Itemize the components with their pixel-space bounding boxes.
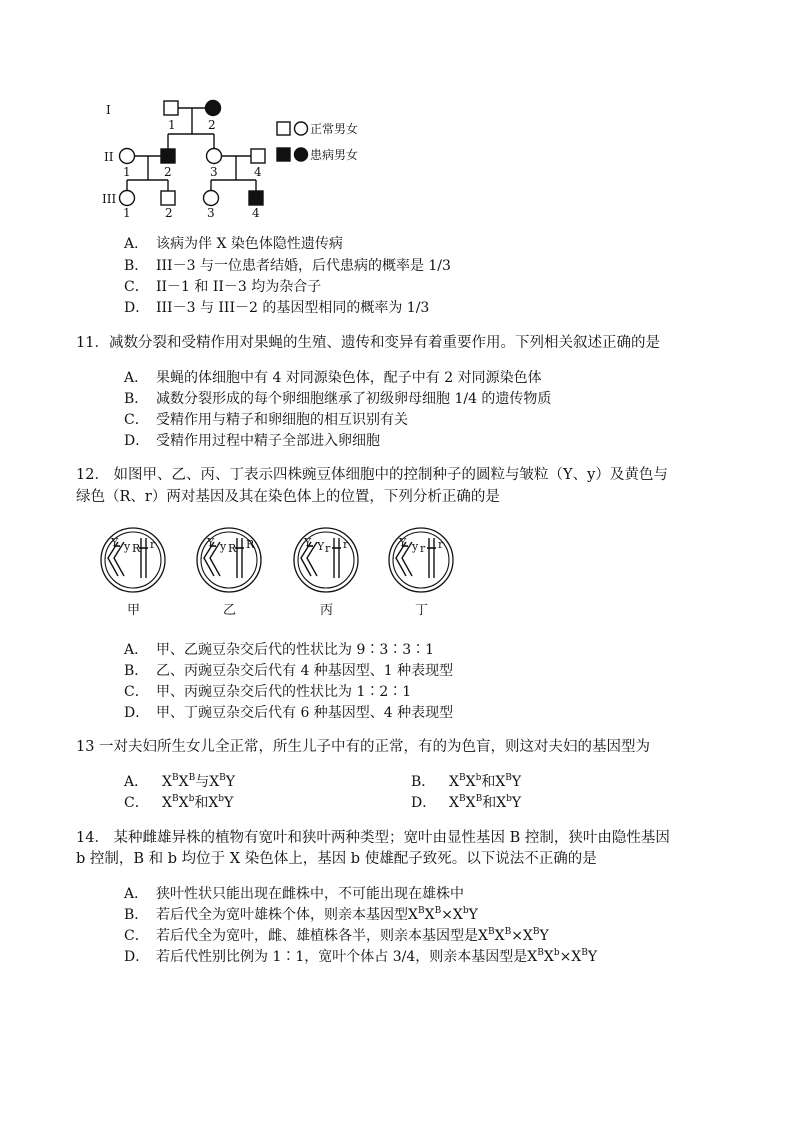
svg-text:1: 1 (168, 118, 176, 132)
cell-3 (294, 528, 358, 618)
q13-option-c[interactable]: C． $X^BX^b$和$X^bY$ (124, 794, 234, 811)
q13-stem: 13 一对夫妇所生女儿全正常，所生儿子中有的正常，有的为色盲，则这对夫妇的基因型为 (76, 739, 651, 755)
gene-label: R (228, 542, 237, 555)
q12-stem-line2: 绿色（R、r）两对基因及其在染色体上的位置，下列分析正确的是 (76, 489, 500, 505)
gene-label: y (220, 540, 227, 553)
q12-option-d[interactable]: D． 甲、丁豌豆杂交后代有 6 种基因型、4 种表现型 (124, 705, 454, 721)
q13-option-a[interactable]: A． $X^BX^B$与$X^BY$ (124, 773, 236, 790)
svg-text:4: 4 (252, 206, 260, 220)
cell-name: 甲 (127, 603, 141, 618)
q14-option-b[interactable]: B． 若后代全为宽叶雄株个体，则亲本基因型$X^BX^B\times X^bY$ (124, 906, 478, 923)
gene-label: r (343, 538, 349, 551)
cell-1 (101, 528, 165, 618)
gen3-2-male (161, 191, 175, 205)
gen2-3-female (207, 149, 222, 164)
q10-option-d[interactable]: D． III－3 与 III－2 的基因型相同的概率为 1/3 (124, 300, 430, 316)
q12-option-a[interactable]: A． 甲、乙豌豆杂交后代的性状比为 9∶3∶3∶1 (124, 642, 435, 658)
legend-normal: 正常男女 (310, 122, 359, 136)
gene-label: Y (207, 536, 215, 549)
gene-label: Y (304, 536, 312, 549)
legend-affected: 患病男女 (310, 148, 359, 162)
q11-stem: 11．减数分裂和受精作用对果蝇的生殖、遗传和变异有着重要作用。下列相关叙述正确的是 (76, 335, 660, 351)
gene-label: Y (399, 536, 407, 549)
cell-name: 乙 (223, 603, 237, 618)
q11-option-b[interactable]: B． 减数分裂形成的每个卵细胞继承了初级卵母细胞 1/4 的遗传物质 (124, 391, 552, 407)
svg-text:3: 3 (207, 206, 215, 220)
q13-option-b[interactable]: B． $X^BX^b$和$X^BY$ (411, 773, 522, 790)
svg-text:1: 1 (123, 206, 131, 220)
gene-label: r (420, 542, 426, 555)
gene-label: y (124, 540, 131, 553)
cell-4 (389, 528, 453, 618)
gene-label: r (325, 542, 331, 555)
svg-text:3: 3 (210, 165, 218, 179)
gen2-4-male (251, 149, 265, 163)
gen2-1-female (120, 149, 135, 164)
svg-text:4: 4 (254, 165, 262, 179)
cell-2 (197, 528, 261, 618)
gen2-2-male-affected (161, 149, 175, 163)
q12-cells-figure (96, 526, 496, 626)
gen1-female-affected (206, 101, 221, 116)
svg-text:1: 1 (123, 165, 131, 179)
svg-text:2: 2 (164, 165, 172, 179)
q12-option-b[interactable]: B． 乙、丙豌豆杂交后代有 4 种基因型、1 种表现型 (124, 663, 454, 679)
gen-label-1: I (106, 103, 111, 117)
pedigree-chart (96, 96, 386, 226)
q14-stem-line2: b 控制，B 和 b 均位于 X 染色体上，基因 b 使雄配子致死。以下说法不正确的是 (76, 851, 597, 867)
svg-text:2: 2 (208, 118, 216, 132)
gene-label: R (246, 538, 255, 551)
q11-option-a[interactable]: A． 果蝇的体细胞中有 4 对同源染色体，配子中有 2 对同源染色体 (124, 370, 542, 386)
q12-option-c[interactable]: C． 甲、丙豌豆杂交后代的性状比为 1∶2∶1 (124, 684, 412, 700)
gene-label: r (438, 538, 444, 551)
q12-stem-line1: 12． 如图甲、乙、丙、丁表示四株豌豆体细胞中的控制种子的圆粒与皱粒（Y、y）及黄色与 (76, 467, 668, 483)
q14-stem-line1: 14． 某种雌雄异株的植物有宽叶和狭叶两种类型；宽叶由显性基因 B 控制，狭叶由隐性基因 (76, 830, 670, 846)
q11-option-d[interactable]: D． 受精作用过程中精子全部进入卵细胞 (124, 433, 380, 449)
svg-text:2: 2 (165, 206, 173, 220)
gen-label-2: II (104, 150, 114, 164)
gene-label: y (412, 540, 419, 553)
gen-label-3: III (102, 192, 117, 206)
q11-option-c[interactable]: C． 受精作用与精子和卵细胞的相互识别有关 (124, 412, 408, 428)
gene-label: Y (317, 540, 325, 553)
q10-option-b[interactable]: B． III－3 与一位患者结婚，后代患病的概率是 1/3 (124, 258, 451, 274)
q14-option-d[interactable]: D． 若后代性别比例为 1∶1，宽叶个体占 3/4，则亲本基因型是$X^BX^b\times X^BY$ (124, 948, 598, 965)
cell-name: 丁 (415, 603, 429, 618)
q13-option-d[interactable]: D． $X^BX^B$和$X^bY$ (411, 794, 522, 811)
q14-option-a[interactable]: A． 狭叶性状只能出现在雌株中，不可能出现在雄株中 (124, 886, 464, 902)
gene-label: Y (111, 536, 119, 549)
cell-name: 丙 (320, 603, 334, 618)
gen3-3-female (204, 191, 219, 206)
gene-label: r (150, 538, 156, 551)
q10-option-c[interactable]: C． II－1 和 II－3 均为杂合子 (124, 279, 322, 295)
q10-option-a[interactable]: A． 该病为伴 X 染色体隐性遗传病 (124, 236, 343, 252)
gen3-4-male-affected (249, 191, 263, 205)
gene-label: R (132, 542, 141, 555)
q14-option-c[interactable]: C． 若后代全为宽叶，雌、雄植株各半，则亲本基因型是$X^BX^B\times X^BY$ (124, 927, 549, 944)
gen1-male-normal (164, 101, 178, 115)
gen3-1-female (120, 191, 135, 206)
